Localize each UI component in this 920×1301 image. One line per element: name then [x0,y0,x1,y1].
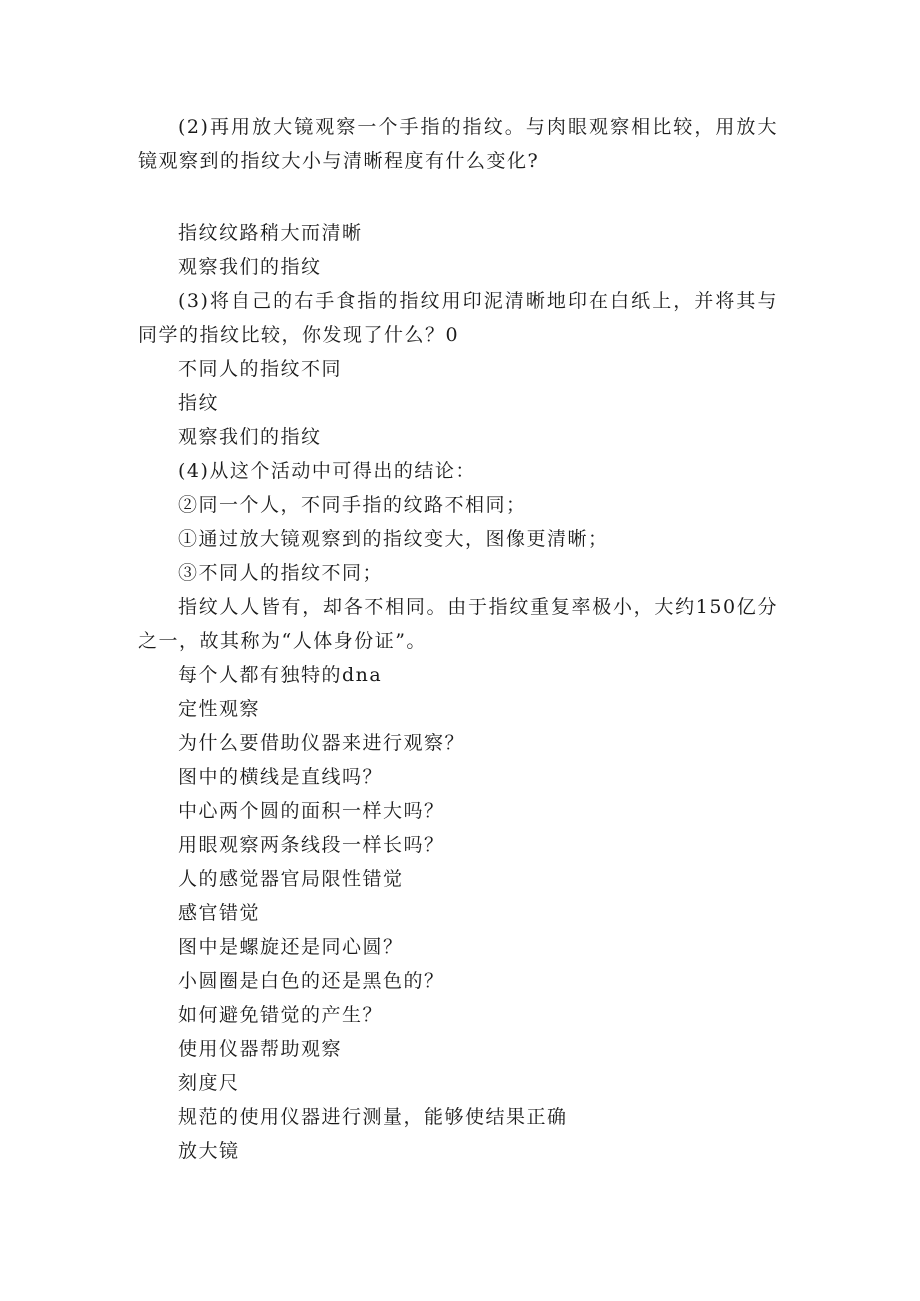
document-body [138,110,778,1168]
text-line: 感官错觉 [178,902,261,924]
text-line: 用眼观察两条线段一样长吗？ [178,834,445,856]
topic-line: 观察我们的指纹 [178,426,322,448]
text-line: 图中是螺旋还是同心圆？ [178,936,404,958]
text-line: 人的感觉器官局限性错觉 [178,868,404,890]
text-line: 定性观察 [178,698,261,720]
text-line: 使用仪器帮助观察 [178,1038,343,1060]
text-line: 规范的使用仪器进行测量，能够使结果正确 [178,1106,568,1128]
text-line: 放大镜 [178,1140,240,1162]
topic-line: 观察我们的指纹 [178,256,322,278]
text-line: 中心两个圆的面积一样大吗？ [178,800,445,822]
summary-paragraph: 指纹人人皆有，却各不相同。由于指纹重复率极小，大约150亿分之一，故其称为“人体身份证”。 [138,596,778,652]
question-2: (2)再用放大镜观察一个手指的指纹。与肉眼观察相比较，用放大镜观察到的指纹大小与清晰程度有什么变化? [138,116,778,172]
conclusion-1: ①通过放大镜观察到的指纹变大，图像更清晰； [178,528,609,550]
label-line: 指纹 [178,392,220,414]
text-line: 刻度尺 [178,1072,240,1094]
text-line: 图中的横线是直线吗？ [178,766,384,788]
answer-2: 指纹纹路稍大而清晰 [178,222,363,244]
question-4: (4)从这个活动中可得出的结论： [178,460,476,482]
conclusion-3: ③不同人的指纹不同； [178,562,384,584]
text-line: 如何避免错觉的产生？ [178,1004,384,1026]
conclusion-2: ②同一个人，不同手指的纹路不相同； [178,494,527,516]
text-line: 每个人都有独特的dna [178,664,383,686]
answer-3: 不同人的指纹不同 [178,358,343,380]
paragraph-gap [138,178,778,216]
question-3: (3)将自己的右手食指的指纹用印泥清晰地印在白纸上，并将其与同学的指纹比较，你发现了什么？0 [138,290,778,346]
text-line: 为什么要借助仪器来进行观察？ [178,732,466,754]
text-line: 小圆圈是白色的还是黑色的？ [178,970,445,992]
